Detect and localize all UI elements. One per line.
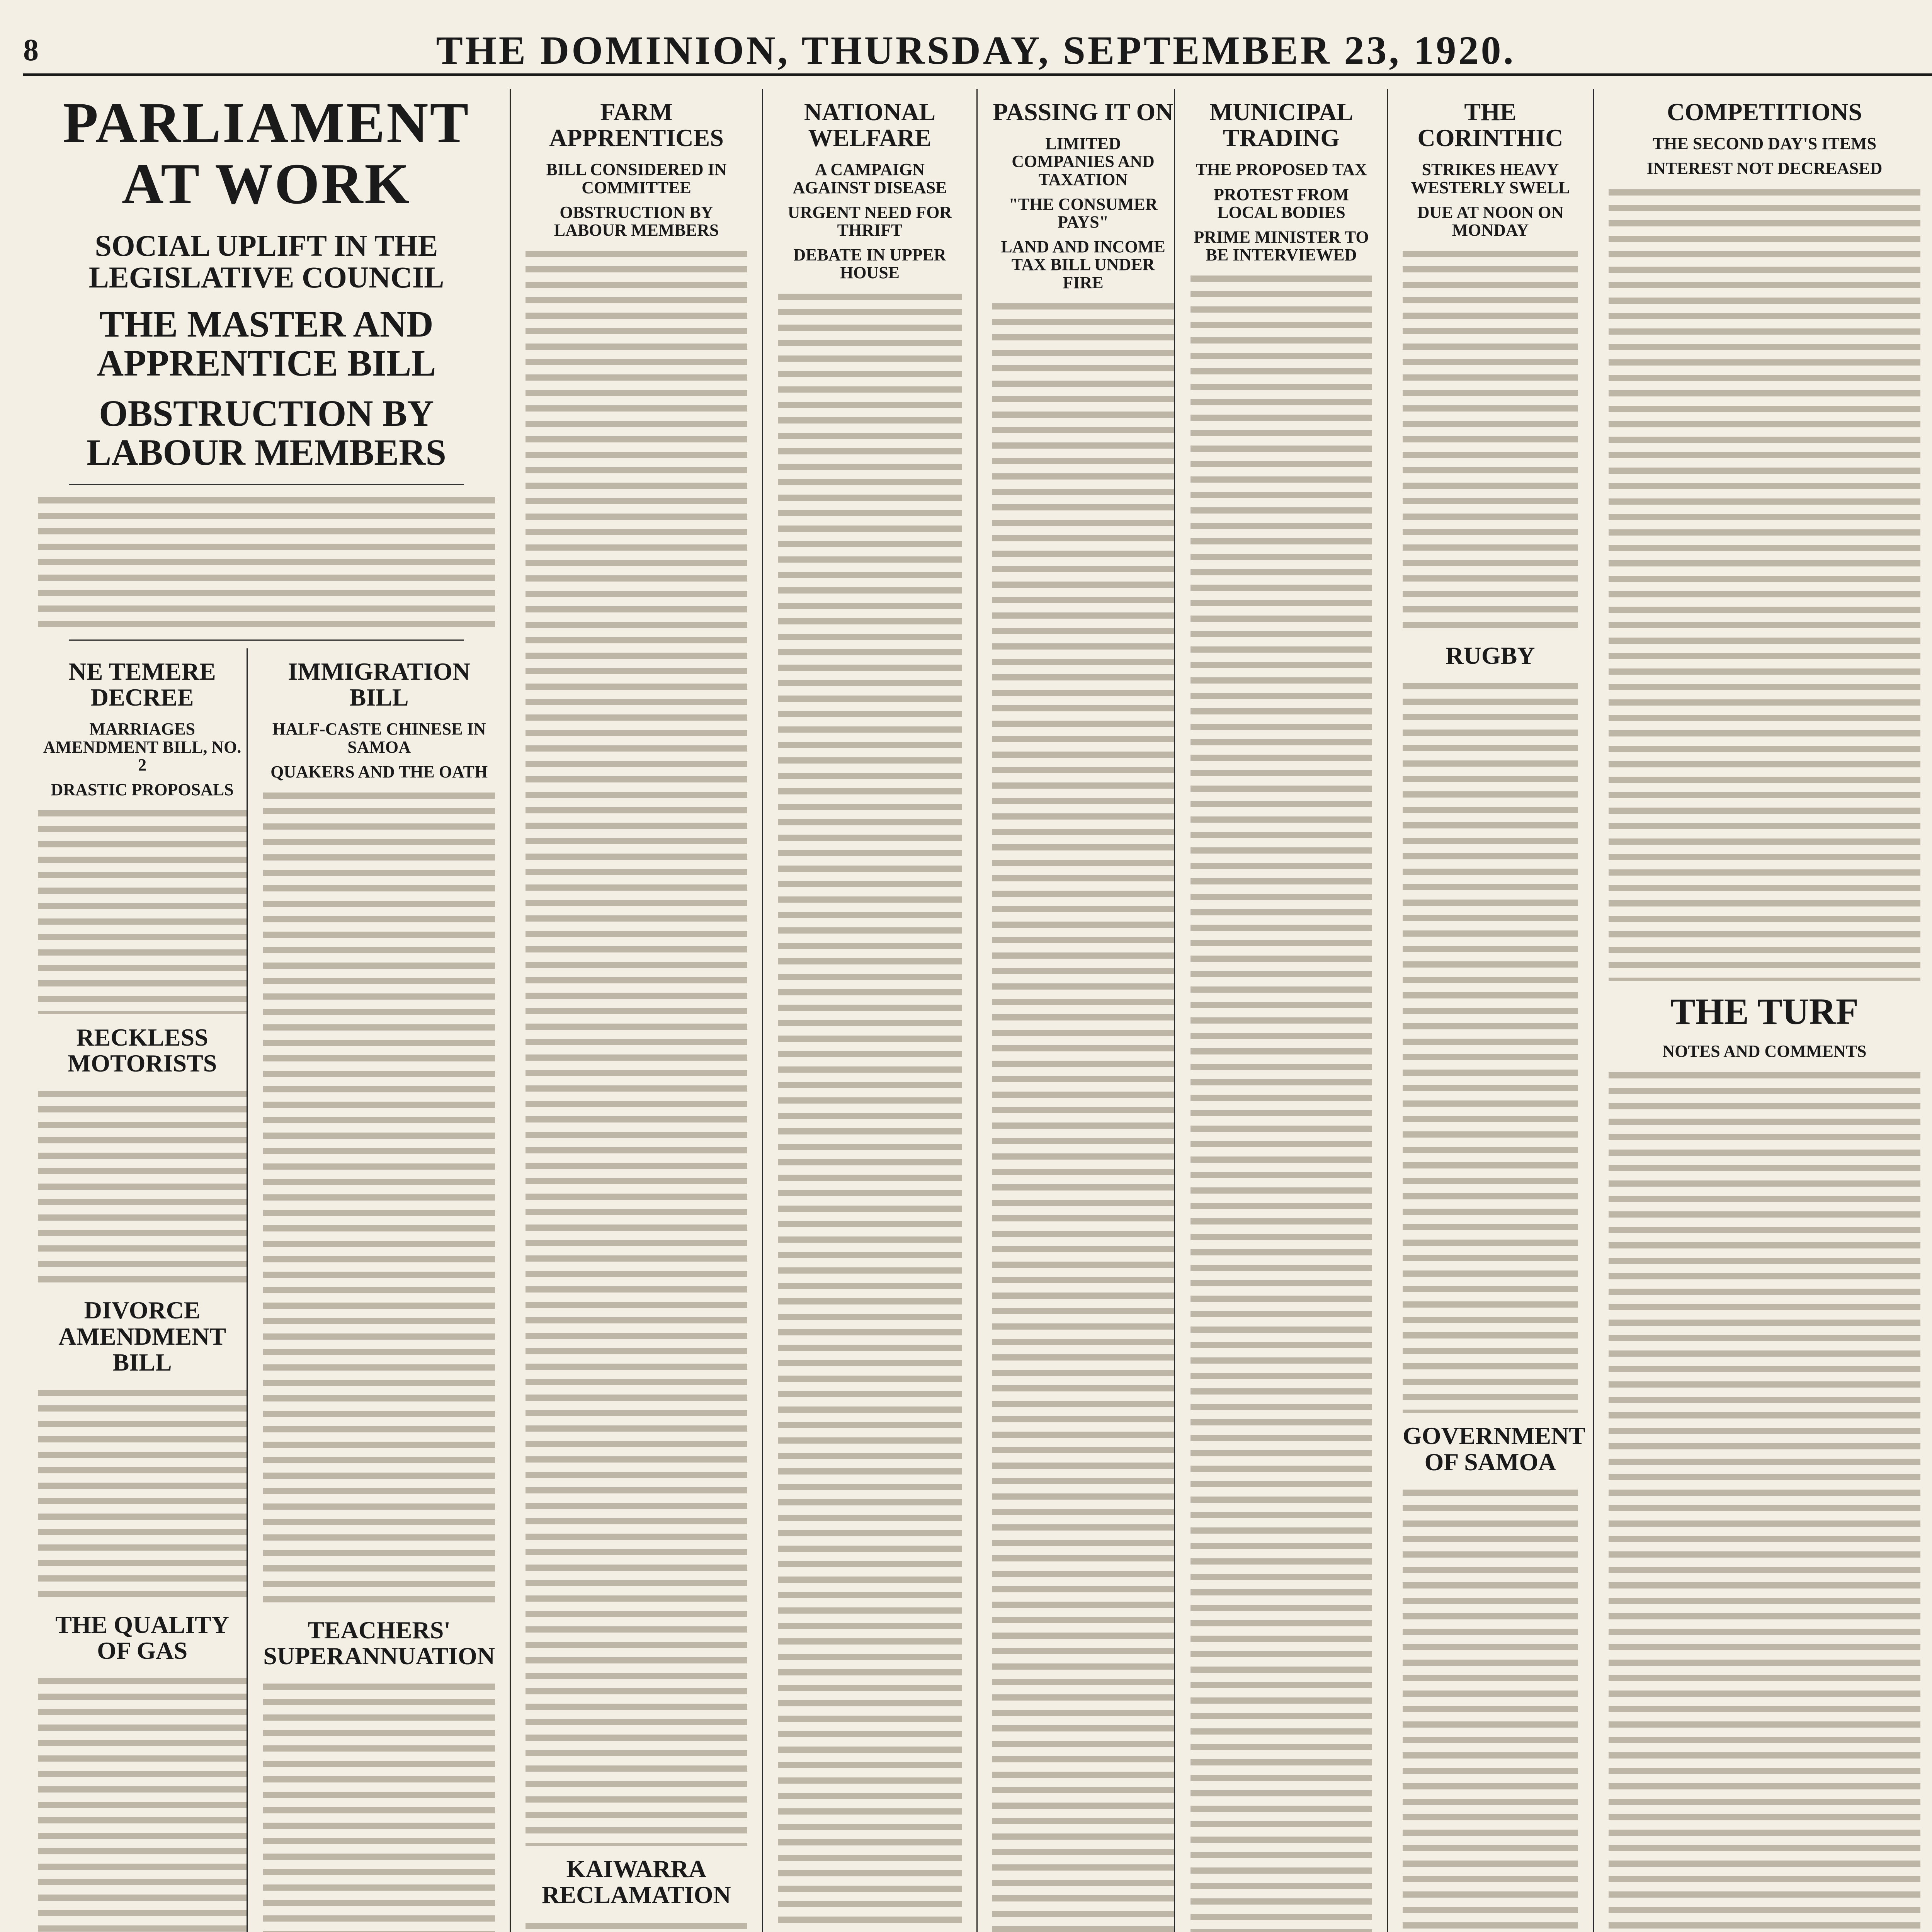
article-body — [38, 1673, 247, 1932]
article-body — [1190, 271, 1372, 1932]
subheading-upper-house: DEBATE IN UPPER HOUSE — [793, 245, 946, 282]
subheading-protest: PROTEST FROM LOCAL BODIES — [1213, 185, 1349, 222]
headline-municipal-trading: MUNICIPAL TRADING — [1209, 98, 1354, 152]
subheading-consumer-pays: "THE CONSUMER PAYS" — [1009, 194, 1158, 231]
headline-corinthic: THE CORINTHIC — [1417, 98, 1563, 152]
column-corinthic — [1388, 89, 1594, 1932]
column-passing-it-on — [978, 89, 1388, 1932]
heading-divorce: DIVORCE AMENDMENT BILL — [58, 1296, 226, 1376]
subheading-proposed-tax: THE PROPOSED TAX — [1196, 160, 1367, 179]
subheading-limited-companies: LIMITED COMPANIES AND TAXATION — [1012, 134, 1155, 189]
headline-farm-apprentices: FARM APPRENTICES — [549, 98, 724, 152]
subheading-half-caste: HALF-CASTE CHINESE IN SAMOA — [272, 719, 486, 757]
column-national-welfare — [763, 89, 978, 1932]
heading-quality-gas: THE QUALITY OF GAS — [55, 1611, 230, 1665]
divider — [69, 484, 464, 485]
heading-rugby: RUGBY — [1446, 642, 1535, 670]
article-body — [526, 246, 747, 1846]
subheading-second-day: THE SECOND DAY'S ITEMS — [1652, 134, 1877, 153]
subcolumn-passing-it-on — [992, 89, 1175, 1932]
subheading-marriages: MARRIAGES AMENDMENT BILL, NO. 2 — [43, 719, 242, 774]
article-body — [1609, 185, 1920, 981]
divider — [69, 639, 464, 641]
subheading-campaign: A CAMPAIGN AGAINST DISEASE — [793, 160, 947, 197]
subheading-obstruction: OBSTRUCTION BY LABOUR MEMBERS — [554, 202, 719, 240]
subheading-prime-minister: PRIME MINISTER TO BE INTERVIEWED — [1194, 227, 1369, 265]
subheading-drastic: DRASTIC PROPOSALS — [51, 780, 234, 799]
heading-immigration-bill: IMMIGRATION BILL — [288, 657, 470, 711]
subheading-due-monday: DUE AT NOON ON MONDAY — [1417, 202, 1564, 240]
heading-the-turf: THE TURF — [1670, 990, 1859, 1032]
article-body — [1609, 1068, 1920, 1932]
headline-competitions: COMPETITIONS — [1667, 98, 1862, 126]
headline-national-welfare: NATIONAL WELFARE — [804, 98, 936, 152]
deck-master-apprentice-bill: THE MASTER AND APPRENTICE BILL — [97, 303, 436, 384]
article-body — [1403, 679, 1578, 1413]
article-body — [1403, 246, 1578, 633]
subheading-committee: BILL CONSIDERED IN COMMITTEE — [546, 160, 727, 197]
heading-ne-temere: NE TEMERE DECREE — [68, 657, 216, 711]
column-farm-apprentices — [511, 89, 763, 1932]
article-body — [38, 1086, 247, 1287]
article-body — [992, 299, 1174, 1932]
column-parliament-split — [38, 648, 495, 1932]
subcolumn-left — [38, 648, 248, 1932]
subheading-notes-comments: NOTES AND COMMENTS — [1662, 1042, 1867, 1061]
column-competitions — [1594, 89, 1932, 1932]
column-parliament — [23, 89, 511, 1932]
column-four-split — [992, 89, 1372, 1932]
article-body — [38, 1385, 247, 1602]
article-body — [1403, 1485, 1578, 1932]
subcolumn-right — [263, 648, 495, 1932]
subheading-land-income-tax: LAND AND INCOME TAX BILL UNDER FIRE — [1001, 237, 1165, 292]
heading-kaiwarra: KAIWARRA RECLAMATION — [542, 1855, 731, 1909]
lead-paragraphs — [38, 493, 495, 632]
subheading-interest: INTEREST NOT DECREASED — [1646, 159, 1883, 178]
newspaper-title: THE DOMINION, THURSDAY, SEPTEMBER 23, 1920. — [436, 28, 1516, 73]
heading-reckless-motorists: RECKLESS MOTORISTS — [67, 1024, 217, 1077]
subheading-thrift: URGENT NEED FOR THRIFT — [787, 202, 952, 240]
article-body — [778, 289, 962, 1932]
subheading-westerly-swell: STRIKES HEAVY WESTERLY SWELL — [1411, 160, 1570, 197]
deck-social-uplift: SOCIAL UPLIFT IN THE LEGISLATIVE COUNCIL — [88, 229, 444, 294]
subcolumn-municipal-trading — [1190, 89, 1372, 1932]
article-body — [263, 1679, 495, 1932]
headline-parliament-at-work: PARLIAMENT AT WORK — [63, 91, 470, 216]
page-number: 8 — [23, 33, 39, 67]
subheading-quakers: QUAKERS AND THE OATH — [270, 762, 488, 781]
headline-passing-it-on: PASSING IT ON — [993, 98, 1173, 126]
deck-obstruction: OBSTRUCTION BY LABOUR MEMBERS — [87, 393, 446, 473]
heading-teachers-superannuation: TEACHERS' SUPERANNUATION — [263, 1616, 495, 1670]
masthead — [23, 27, 1932, 76]
article-body — [526, 1918, 747, 1932]
article-body — [38, 806, 247, 1014]
article-body — [263, 788, 495, 1607]
heading-government-samoa: GOVERNMENT OF SAMOA — [1403, 1422, 1585, 1476]
